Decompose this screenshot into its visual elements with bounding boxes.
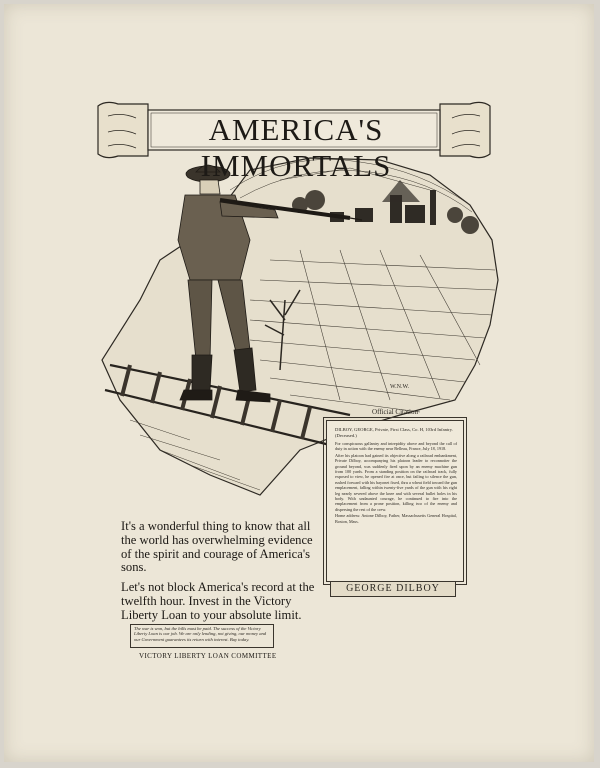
citation-paragraph: After his platoon had gained its objective along a railroad embankment, Private Dilboy, accompanying his platoon leader to reconnoiter the ground beyond, was suddenly fired upon by an enemy machine gun from 100 yards. From a standing position on the railroad track, fully exposed to view, he opened fire at once, but failing to silence the gun, rushed forward with his bayonet fixed, thru a wheat field toward the gun emplacement, falling within twenty-five yards of the gun with his right leg nearly severed above the knee and with several bullet holes in his body. With undaunted courage, he continued to fire into the emplacement from a prone position, killing two of the enemy and dispersing the rest of the crew.: [335, 452, 457, 512]
loan-note-box: The war is won, but the bills must be paid. The success of the Victory Liberty Loan is our job. We are only lending, not giving, our money and our Government guarantees its return with interest. Buy today.: [130, 624, 274, 648]
citation-heading: DILBOY, GEORGE, Private, First Class, Co. H, 103rd Infantry. (Deceased.): [335, 427, 453, 438]
artist-initials: W.N.W.: [390, 384, 410, 390]
official-citation: [322, 410, 468, 602]
poster-title: AMERICA'S IMMORTALS: [200, 112, 392, 183]
citation-paragraph: Home address: Antone Dilboy, Father, Massachusetts General Hospital, Boston, Mass.: [335, 513, 457, 524]
body-copy: [121, 520, 321, 629]
citation-label: Official Citation: [372, 408, 418, 416]
citation-body: [335, 441, 457, 525]
citation-name-plate: GEORGE DILBOY: [330, 581, 456, 597]
body-paragraph: Let's not block America's record at the twelfth hour. Invest in the Victory Liberty Loan to your absolute limit.: [121, 580, 315, 622]
citation-paragraph: For conspicuous gallantry and intrepidity above and beyond the call of duty in action with the enemy near Belleau, France, July 18, 1918.: [335, 441, 457, 452]
committee-signature: VICTORY LIBERTY LOAN COMMITTEE: [139, 652, 277, 660]
body-paragraph: It's a wonderful thing to know that all the world has overwhelming evidence of the spirit and courage of America's sons.: [121, 519, 313, 575]
citation-frame: [326, 420, 464, 582]
